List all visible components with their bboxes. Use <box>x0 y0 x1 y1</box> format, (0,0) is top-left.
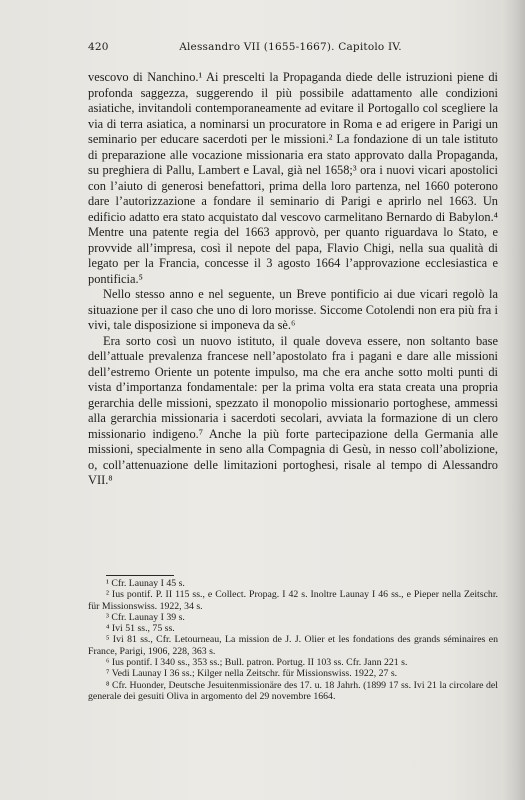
footnote: ⁶ Ius pontif. I 340 ss., 353 ss.; Bull. patron. Portug. II 103 ss. Cfr. Jann 221 s. <box>106 657 408 669</box>
footnote: ⁸ Cfr. Huonder, Deutsche Jesuitenmissionäre des 17. u. 18 Jahrh. (1899 17 ss. Ivi 21 la circolare del generale dei gesuiti Oliva in argomento del 29 novembre 1664. <box>88 679 498 702</box>
paragraph: vescovo di Nanchino.¹ Ai prescelti la Propaganda diede delle istruzioni piene di profonda saggezza, suggerendo il più possibile adattamento alle condizioni asiatiche, invitandoli contemporaneamente ad evitare il Portogallo col scegliere la via di terra asiatica, a nominarsi un procuratore in Roma e ad erigere in Parigi un seminario per educare sacerdoti per le missioni.² La fondazione di un tale istituto di preparazione alle vocazione missionaria era stato approvato dalla Propaganda, su preghiera di Pallu, Lambert e Laval, già nel 1658;³ ora i nuovi vicari apostolici con l’aiuto di generosi benefattori, prima della loro partenza, nel 1660 poterono dare l’autorizzazione a fondare il seminario di Parigi e aprirlo nel 1663. Un edificio adatto era stato acquistato dal vescovo carmelitano Bernardo di Babylon.⁴ Mentre una patente regia del 1663 approvò, per quanto riguardava lo Stato, e provvide all’impresa, così il nepote del papa, Flavio Chigi, nella sua qualità di legato per la Francia, concesse il 3 agosto 1664 l’approvazione ecclesiastica e pontificia.⁵ <box>88 70 498 286</box>
footnote: ¹ Cfr. Launay I 45 s. <box>106 578 185 589</box>
footnote: ⁴ Ivi 51 ss., 75 ss. <box>106 623 175 635</box>
page-edge-shadow <box>503 0 525 800</box>
footnotes <box>88 578 498 702</box>
footnote: ³ Cfr. Launay I 39 s. <box>106 611 185 623</box>
footnote: ⁷ Vedi Launay I 36 ss.; Kilger nella Zeitschr. für Missionswiss. 1922, 27 s. <box>106 668 398 680</box>
paragraph: Era sorto così un nuovo istituto, il quale doveva essere, non soltanto base dell’attuale prevalenza francese nell’apostolato fra i pagani e dare alle missioni dell’estremo Oriente un potente impulso, ma che era anche sotto molti punti di vista d’importanza fondamentale: per la prima volta era stata creata una propria gerarchia delle missioni, spezzato il monopolio missionario portoghese, ammessi alla gerarchia missionaria i sacerdoti secolari, avviata la formazione di un clero missionario indigeno.⁷ Anche la più forte partecipazione della Germania alle missioni, specialmente in seno alla Compagnia di Gesù, in nesso coll’abolizione, o, coll’attenuazione delle limitazioni portoghesi, risale al tempo di Alessandro VII.⁸ <box>88 333 498 487</box>
main-text <box>88 70 498 489</box>
page-number: 420 <box>88 41 109 53</box>
running-title: Alessandro VII (1655-1667). Capitolo IV. <box>179 41 402 53</box>
paragraph: Nello stesso anno e nel seguente, un Breve pontificio ai due vicari regolò la situazione per il caso che uno di loro morisse. Siccome Cotolendi non era più fra i vivi, tale disposizione si imponeva da sè.⁶ <box>88 287 498 332</box>
footnote: ⁵ Ivi 81 ss., Cfr. Letourneau, La mission de J. J. Olier et les fondations des grands séminaires en France, Parigi, 1906, 228, 363 s. <box>88 634 498 657</box>
footnote-separator <box>106 575 174 576</box>
footnote: ² Ius pontif. P. II 115 ss., e Collect. Propag. I 42 s. Inoltre Launay I 46 ss., e Pieper nella Zeitschr. für Missionswiss. 1922, 34 s. <box>88 589 498 612</box>
